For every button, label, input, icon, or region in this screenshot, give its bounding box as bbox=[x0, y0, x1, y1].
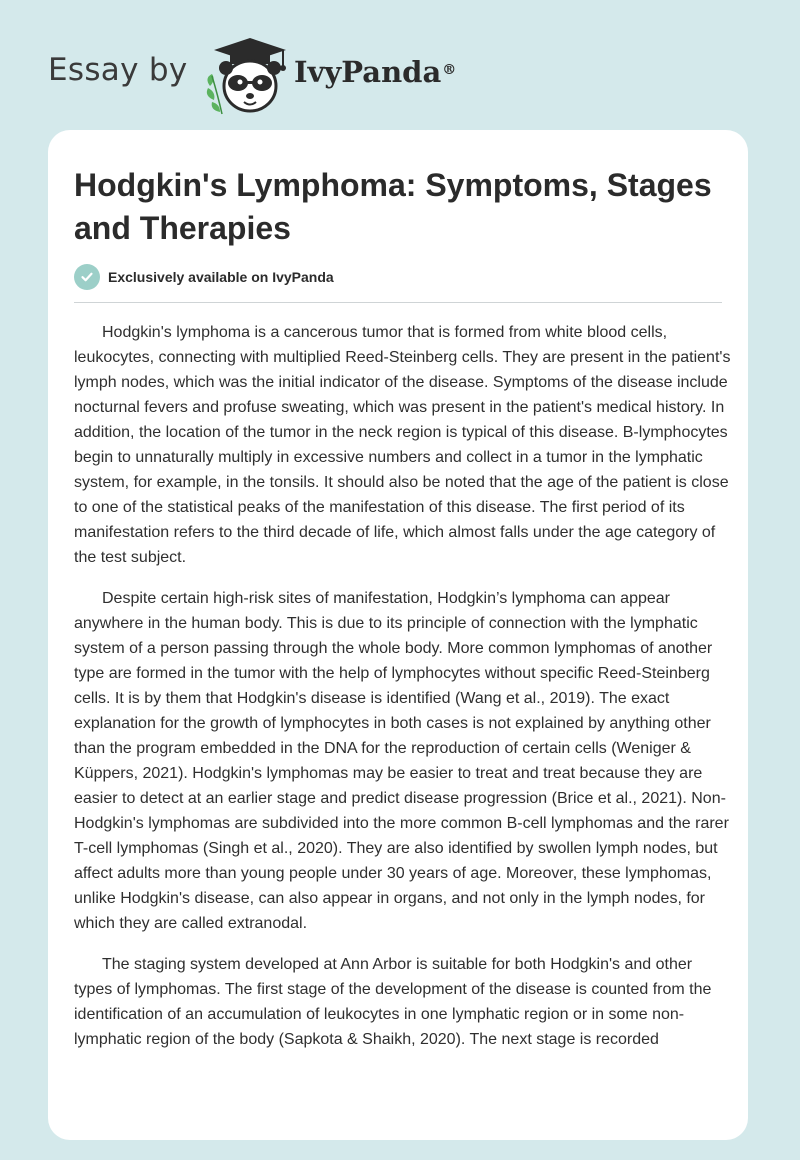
essay-by-label: Essay by bbox=[48, 52, 188, 88]
check-circle-icon bbox=[74, 264, 100, 290]
paragraph: Hodgkin's lymphoma is a cancerous tumor that is formed from white blood cells, leukocytes, connecting with multiplied Reed-Steinberg cells. They are present in the patient's lymph nodes, which was the initial indicator of the disease. Symptoms of the disease include nocturnal fevers and profuse sweating, which was present in the patient's medical history. In addition, the location of the tumor in the neck region is typical of this disease. B-lymphocytes begin to unnaturally multiply in excessive numbers and collect in a tumor in the lymphatic system, for example, in the tonsils. It should also be noted that the age of the patient is close to one of the statistical peaks of the manifestation of this disease. The first period of its manifestation refers to the third decade of life, which almost falls under the age category of the test subject. bbox=[74, 324, 731, 566]
essay-body bbox=[74, 320, 734, 1068]
brand-text: IvyPanda bbox=[294, 55, 442, 89]
page-title: Hodgkin's Lymphoma: Symptoms, Stages and Therapies bbox=[74, 167, 712, 246]
brand-name[interactable] bbox=[294, 52, 456, 92]
essay-card bbox=[48, 130, 748, 1140]
divider bbox=[74, 302, 722, 303]
paragraph: The staging system developed at Ann Arbor is suitable for both Hodgkin's and other types of lymphomas. The first stage of the development of the disease is counted from the identification of an accumulation of leukocytes in one lymphatic region or in some non-lymphatic region of the body (Sapkota & Shaikh, 2020). The next stage is recorded bbox=[74, 956, 712, 1048]
exclusive-label: Exclusively available on IvyPanda bbox=[108, 269, 334, 285]
registered-mark: ® bbox=[442, 62, 457, 78]
site-header bbox=[0, 0, 800, 130]
panda-graduate-logo-icon[interactable] bbox=[200, 36, 296, 116]
exclusive-badge bbox=[74, 264, 334, 290]
paragraph: Despite certain high-risk sites of manifestation, Hodgkin’s lymphoma can appear anywhere in the human body. This is due to its principle of connection with the lymphatic system of a person passing through the whole body. More common lymphomas of another type are formed in the tumor with the help of lymphocytes without specific Reed-Steinberg cells. It is by them that Hodgkin's disease is identified (Wang et al., 2019). The exact explanation for the growth of lymphocytes in both cases is not explained by anything other than the program embedded in the DNA for the reproduction of certain cells (Weniger & Küppers, 2021). Hodgkin's lymphomas may be easier to treat and treat because they are easier to detect at an earlier stage and predict disease progression (Brice et al., 2021). Non-Hodgkin's lymphomas are subdivided into the more common B-cell lymphomas and the rarer T-cell lymphomas (Singh et al., 2020). They are also identified by swollen lymph nodes, but affect adults more than young people under 30 years of age. Moreover, these lymphomas, unlike Hodgkin's disease, can also appear in organs, and not only in the lymph nodes, for which they are called extranodal. bbox=[74, 590, 729, 932]
